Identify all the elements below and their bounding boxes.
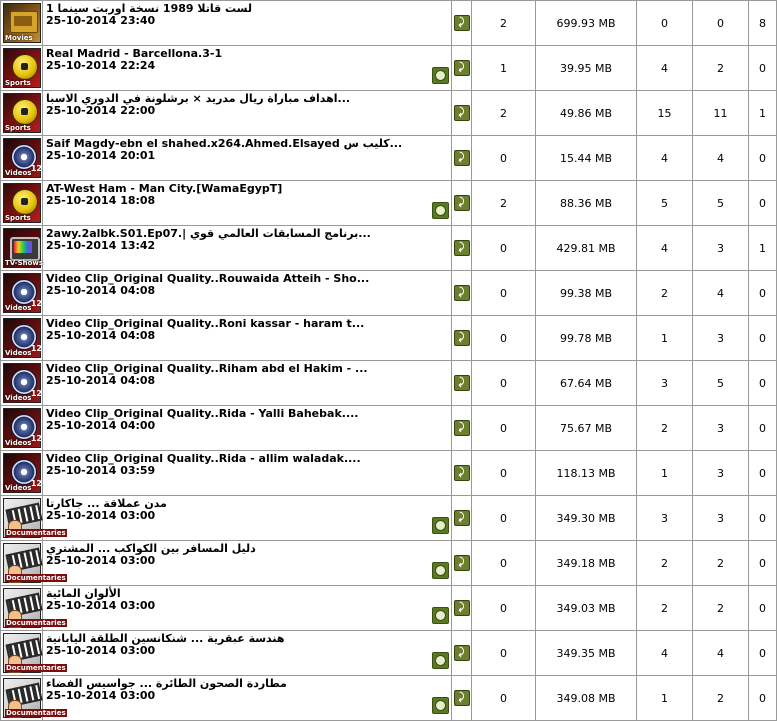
size-value: 15.44 MB	[536, 136, 637, 181]
category-label: Videos	[5, 439, 32, 447]
torrent-name-link[interactable]: Video Clip_Original Quality..Rida - allim waladak....	[46, 452, 361, 465]
category-icon[interactable]	[3, 3, 41, 43]
category-cell	[1, 1, 43, 46]
download-cell	[452, 676, 472, 721]
soccer-ball-icon	[12, 189, 38, 215]
hd-icon	[432, 652, 449, 669]
torrent-name-link[interactable]: AT-West Ham - Man City.[WamaEgypT]	[46, 182, 283, 195]
seeders-count[interactable]: 15	[637, 91, 693, 136]
name-cell	[43, 406, 452, 451]
completed-count: 0	[749, 541, 777, 586]
download-icon[interactable]: ⤸	[454, 105, 470, 121]
torrent-row	[1, 541, 777, 586]
download-icon[interactable]: ⤸	[454, 645, 470, 661]
category-label: Sports	[5, 79, 31, 87]
seeders-count[interactable]: 2	[637, 406, 693, 451]
category-icon[interactable]	[3, 498, 66, 538]
name-cell	[43, 541, 452, 586]
leechers-count[interactable]: 3	[693, 406, 749, 451]
name-cell	[43, 46, 452, 91]
download-icon[interactable]: ⤸	[454, 510, 470, 526]
size-value: 349.18 MB	[536, 541, 637, 586]
torrent-date: 25-10-2014 13:42	[46, 239, 156, 252]
soccer-ball-icon	[12, 99, 38, 125]
torrent-name-link[interactable]: مدن عملاقة ... جاكارتا	[46, 497, 167, 510]
hd-icon	[432, 562, 449, 579]
completed-count: 0	[749, 586, 777, 631]
leechers-count[interactable]: 2	[693, 541, 749, 586]
category-cell	[1, 631, 66, 676]
leechers-count[interactable]: 3	[693, 496, 749, 541]
comments-count[interactable]: 0	[472, 496, 536, 541]
category-icon[interactable]	[3, 48, 41, 88]
size-value: 99.78 MB	[536, 316, 637, 361]
category-icon[interactable]	[3, 318, 41, 358]
size-value: 349.30 MB	[536, 496, 637, 541]
comments-count[interactable]: 0	[472, 406, 536, 451]
seeders-count[interactable]: 2	[637, 271, 693, 316]
name-cell	[43, 91, 452, 136]
seeders-count[interactable]: 2	[637, 541, 693, 586]
hd-icon	[432, 607, 449, 624]
torrent-date: 25-10-2014 03:59	[46, 464, 156, 477]
completed-count: 0	[749, 181, 777, 226]
torrent-date: 25-10-2014 22:24	[46, 59, 156, 72]
completed-count: 1	[749, 226, 777, 271]
download-cell	[452, 1, 472, 46]
size-value: 118.13 MB	[536, 451, 637, 496]
category-label: Documentaries	[6, 619, 66, 627]
comments-count[interactable]: 2	[472, 181, 536, 226]
torrent-name-link[interactable]: 2awy.2albk.S01.Ep07.| برنامج المسابقات العالمي قوي...	[46, 227, 371, 240]
torrent-row	[1, 136, 777, 181]
torrent-row	[1, 181, 777, 226]
category-icon[interactable]	[3, 588, 66, 628]
completed-count: 0	[749, 451, 777, 496]
torrent-name-link[interactable]: لست قاتلا 1989 نسخة اوربت سينما 1	[46, 2, 252, 15]
torrent-date: 25-10-2014 04:08	[46, 329, 156, 342]
download-icon[interactable]: ⤸	[454, 330, 470, 346]
film-reel-icon	[11, 324, 37, 350]
comments-count[interactable]: 0	[472, 451, 536, 496]
comments-count[interactable]: 0	[472, 586, 536, 631]
name-cell	[43, 181, 452, 226]
size-value: 39.95 MB	[536, 46, 637, 91]
torrent-name-link[interactable]: Video Clip_Original Quality..Roni kassar - haram t...	[46, 317, 365, 330]
leechers-count[interactable]: 0	[693, 1, 749, 46]
size-value: 75.67 MB	[536, 406, 637, 451]
torrent-name-link[interactable]: هندسة عبقرية ... شنكانسين الطلقة اليابانية	[46, 632, 285, 645]
name-cell	[43, 226, 452, 271]
download-cell	[452, 406, 472, 451]
film-reel-icon	[11, 414, 37, 440]
seeders-count[interactable]: 3	[637, 496, 693, 541]
comments-count[interactable]: 0	[472, 676, 536, 721]
size-value: 99.38 MB	[536, 271, 637, 316]
film-reel-icon	[11, 279, 37, 305]
leechers-count[interactable]: 2	[693, 676, 749, 721]
seeders-count[interactable]: 1	[637, 676, 693, 721]
size-value: 349.35 MB	[536, 631, 637, 676]
category-label: Sports	[5, 124, 31, 132]
category-cell	[1, 226, 43, 271]
comments-count[interactable]: 2	[472, 91, 536, 136]
torrent-date: 25-10-2014 03:00	[46, 599, 156, 612]
torrent-name-link[interactable]: مطاردة الصحون الطائرة ... جواسيس الفضاء	[46, 677, 287, 690]
download-icon[interactable]: ⤸	[454, 465, 470, 481]
category-label: Documentaries	[6, 574, 66, 582]
category-icon[interactable]	[3, 678, 66, 718]
name-cell	[43, 361, 452, 406]
completed-count: 0	[749, 316, 777, 361]
name-cell	[43, 676, 452, 721]
torrent-date: 25-10-2014 04:08	[46, 374, 156, 387]
seeders-count[interactable]: 4	[637, 631, 693, 676]
soccer-ball-icon	[12, 54, 38, 80]
leechers-count[interactable]: 3	[693, 316, 749, 361]
comments-count[interactable]: 0	[472, 316, 536, 361]
category-icon[interactable]	[3, 93, 41, 133]
category-label: Documentaries	[6, 529, 66, 537]
torrent-name-link[interactable]: Video Clip_Original Quality..Rouwaida Atteih - Sho...	[46, 272, 370, 285]
category-icon[interactable]	[3, 228, 44, 268]
download-cell	[452, 586, 472, 631]
torrent-date: 25-10-2014 23:40	[46, 14, 156, 27]
seeders-count[interactable]: 4	[637, 226, 693, 271]
category-label: Movies	[5, 34, 33, 42]
download-cell	[452, 496, 472, 541]
torrent-date: 25-10-2014 03:00	[46, 689, 156, 702]
leechers-count[interactable]: 4	[693, 631, 749, 676]
leechers-count[interactable]: 3	[693, 226, 749, 271]
torrent-row	[1, 226, 777, 271]
size-value: 429.81 MB	[536, 226, 637, 271]
download-icon[interactable]: ⤸	[454, 195, 470, 211]
download-icon[interactable]: ⤸	[454, 240, 470, 256]
completed-count: 0	[749, 676, 777, 721]
category-cell	[1, 361, 43, 406]
leechers-count[interactable]: 2	[693, 586, 749, 631]
comments-count[interactable]: 0	[472, 361, 536, 406]
category-label: Sports	[5, 214, 31, 222]
completed-count: 0	[749, 631, 777, 676]
torrent-name-link[interactable]: اهداف مباراة ريال مدريد × برشلونة في الدوري الاسبا...	[46, 92, 351, 105]
download-icon[interactable]: ⤸	[454, 285, 470, 301]
download-icon[interactable]: ⤸	[454, 15, 470, 31]
leechers-count[interactable]: 5	[693, 361, 749, 406]
seeders-count[interactable]: 0	[637, 1, 693, 46]
leechers-count[interactable]: 5	[693, 181, 749, 226]
category-cell	[1, 136, 43, 181]
torrent-date: 25-10-2014 03:00	[46, 509, 156, 522]
torrent-name-link[interactable]: الألوان المائية	[46, 587, 121, 600]
torrent-date: 25-10-2014 18:08	[46, 194, 156, 207]
category-icon[interactable]	[3, 273, 41, 313]
size-value: 699.93 MB	[536, 1, 637, 46]
leechers-count[interactable]: 4	[693, 271, 749, 316]
category-cell	[1, 271, 43, 316]
torrent-name-link[interactable]: دليل المسافر بين الكواكب ... المشتري	[46, 542, 256, 555]
category-label: Documentaries	[6, 664, 66, 672]
name-cell	[43, 316, 452, 361]
comments-count[interactable]: 0	[472, 631, 536, 676]
torrent-row	[1, 361, 777, 406]
size-value: 88.36 MB	[536, 181, 637, 226]
completed-count: 0	[749, 136, 777, 181]
name-cell	[43, 586, 452, 631]
completed-count: 0	[749, 496, 777, 541]
seeders-count[interactable]: 3	[637, 361, 693, 406]
download-icon[interactable]: ⤸	[454, 690, 470, 706]
download-icon[interactable]: ⤸	[454, 600, 470, 616]
torrent-row	[1, 451, 777, 496]
hd-icon	[432, 67, 449, 84]
category-cell	[1, 316, 43, 361]
seeders-count[interactable]: 2	[637, 586, 693, 631]
category-icon[interactable]	[3, 633, 66, 673]
category-icon[interactable]	[3, 543, 66, 583]
torrent-date: 25-10-2014 04:00	[46, 419, 156, 432]
category-label: Videos	[5, 304, 32, 312]
category-cell	[1, 91, 43, 136]
torrent-date: 25-10-2014 20:01	[46, 149, 156, 162]
name-cell	[43, 271, 452, 316]
category-label: Videos	[5, 484, 32, 492]
leechers-count[interactable]: 11	[693, 91, 749, 136]
torrent-row	[1, 271, 777, 316]
comments-count[interactable]: 0	[472, 271, 536, 316]
name-cell	[43, 1, 452, 46]
leechers-count[interactable]: 4	[693, 136, 749, 181]
seeders-count[interactable]: 4	[637, 136, 693, 181]
comments-count[interactable]: 1	[472, 46, 536, 91]
category-cell	[1, 406, 43, 451]
size-value: 67.64 MB	[536, 361, 637, 406]
torrent-row	[1, 676, 777, 721]
torrent-row	[1, 586, 777, 631]
size-value: 49.86 MB	[536, 91, 637, 136]
comments-count[interactable]: 0	[472, 136, 536, 181]
download-cell	[452, 91, 472, 136]
film-reel-icon	[11, 144, 37, 170]
category-label: Documentaries	[6, 709, 66, 717]
completed-count: 8	[749, 1, 777, 46]
completed-count: 0	[749, 46, 777, 91]
comments-count[interactable]: 2	[472, 1, 536, 46]
completed-count: 1	[749, 91, 777, 136]
seeders-count[interactable]: 1	[637, 316, 693, 361]
torrent-row	[1, 406, 777, 451]
name-cell	[43, 451, 452, 496]
download-icon[interactable]: ⤸	[454, 60, 470, 76]
torrent-row	[1, 91, 777, 136]
category-cell	[1, 496, 66, 541]
torrent-row	[1, 1, 777, 46]
category-label: Videos	[5, 349, 32, 357]
hd-icon	[432, 517, 449, 534]
download-cell	[452, 181, 472, 226]
film-reel-icon	[11, 369, 37, 395]
torrent-date: 25-10-2014 22:00	[46, 104, 156, 117]
category-icon[interactable]	[3, 453, 41, 493]
download-cell	[452, 46, 472, 91]
torrent-row	[1, 631, 777, 676]
torrent-date: 25-10-2014 03:00	[46, 644, 156, 657]
torrent-name-link[interactable]: Saif Magdy-ebn el shahed.x264.Ahmed.Elsayed كليب س...	[46, 137, 403, 150]
film-reel-icon	[11, 459, 37, 485]
category-cell	[1, 541, 66, 586]
completed-count: 0	[749, 361, 777, 406]
size-value: 349.03 MB	[536, 586, 637, 631]
download-icon[interactable]: ⤸	[454, 555, 470, 571]
category-cell	[1, 451, 43, 496]
category-label: Videos	[5, 394, 32, 402]
download-cell	[452, 226, 472, 271]
download-icon[interactable]: ⤸	[454, 375, 470, 391]
download-cell	[452, 361, 472, 406]
name-cell	[43, 136, 452, 181]
seeders-count[interactable]: 4	[637, 46, 693, 91]
seeders-count[interactable]: 5	[637, 181, 693, 226]
hd-icon	[432, 202, 449, 219]
leechers-count[interactable]: 3	[693, 451, 749, 496]
seeders-count[interactable]: 1	[637, 451, 693, 496]
tv-icon	[10, 237, 40, 261]
completed-count: 0	[749, 271, 777, 316]
download-cell	[452, 271, 472, 316]
category-label: Videos	[5, 169, 32, 177]
torrent-row	[1, 316, 777, 361]
torrent-row	[1, 46, 777, 91]
torrent-name-link[interactable]: Video Clip_Original Quality..Rida - Yalli Bahebak....	[46, 407, 359, 420]
size-value: 349.08 MB	[536, 676, 637, 721]
category-cell	[1, 676, 66, 721]
category-icon[interactable]	[3, 363, 41, 403]
download-cell	[452, 316, 472, 361]
download-cell	[452, 451, 472, 496]
leechers-count[interactable]: 2	[693, 46, 749, 91]
download-cell	[452, 631, 472, 676]
movie-icon	[10, 11, 38, 33]
download-cell	[452, 136, 472, 181]
category-icon[interactable]	[3, 183, 41, 223]
download-cell	[452, 541, 472, 586]
torrent-row	[1, 496, 777, 541]
download-icon[interactable]: ⤸	[454, 420, 470, 436]
category-label: TV-Shows	[5, 259, 44, 267]
comments-count[interactable]: 0	[472, 541, 536, 586]
category-cell	[1, 46, 43, 91]
name-cell	[43, 496, 452, 541]
torrent-date: 25-10-2014 04:08	[46, 284, 156, 297]
hd-icon	[432, 697, 449, 714]
category-cell	[1, 586, 66, 631]
download-icon[interactable]: ⤸	[454, 150, 470, 166]
torrent-name-link[interactable]: Real Madrid - Barcellona.3-1	[46, 47, 223, 60]
torrent-date: 25-10-2014 03:00	[46, 554, 156, 567]
category-icon[interactable]	[3, 138, 41, 178]
category-cell	[1, 181, 43, 226]
comments-count[interactable]: 0	[472, 226, 536, 271]
torrent-name-link[interactable]: Video Clip_Original Quality..Riham abd el Hakim - ...	[46, 362, 368, 375]
name-cell	[43, 631, 452, 676]
completed-count: 0	[749, 406, 777, 451]
category-icon[interactable]	[3, 408, 41, 448]
